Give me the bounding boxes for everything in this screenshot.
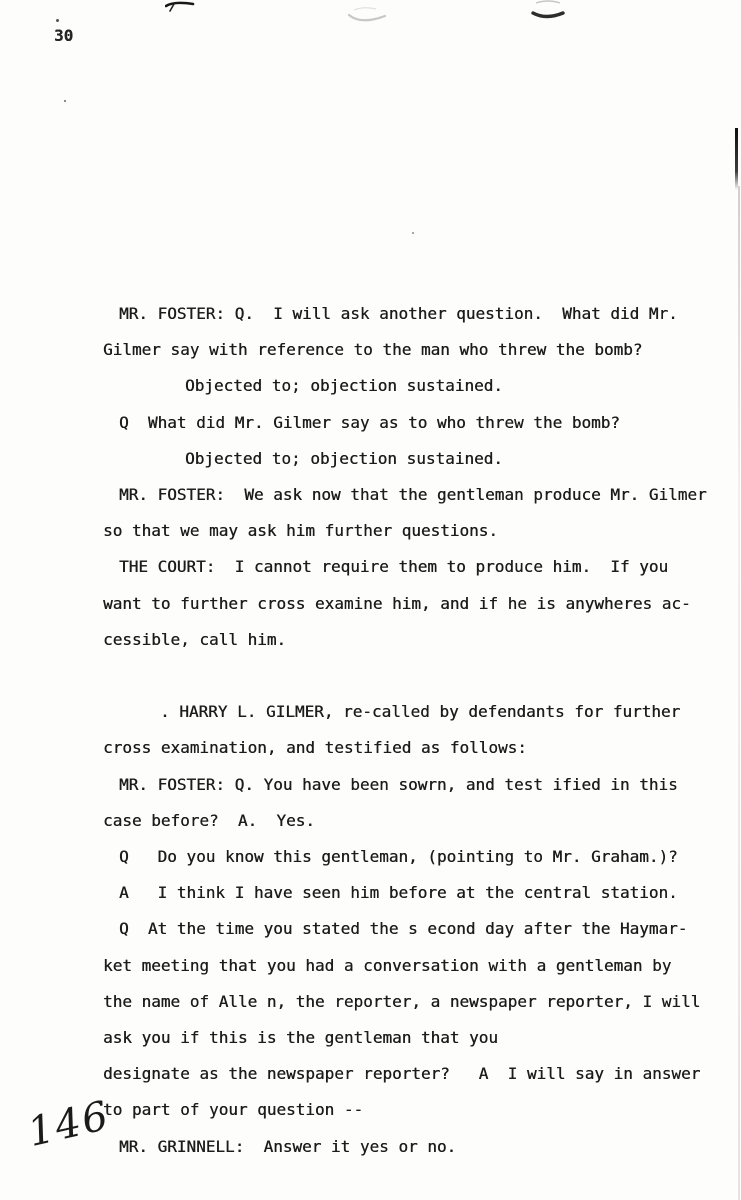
ink-smudge-icon <box>346 4 390 30</box>
typed-page-number: 30 <box>54 26 74 45</box>
transcript-line: Gilmer say with reference to the man who threw the bomb? <box>103 340 643 360</box>
transcript-line: A I think I have seen him before at the central station. <box>119 883 678 903</box>
transcript-line: MR. FOSTER: Q. You have been sowrn, and test ified in this <box>119 774 678 794</box>
transcript-line: ask you if this is the gentleman that you <box>103 1028 498 1048</box>
transcript-line: designate as the newspaper reporter? A I will say in answer <box>103 1064 701 1084</box>
transcript-line: THE COURT: I cannot require them to produce him. If you <box>119 557 669 577</box>
transcript-line: Q Do you know this gentleman, (pointing to Mr. Graham.)? <box>119 847 678 867</box>
transcript-line: cessible, call him. <box>103 629 287 649</box>
binding-edge-line <box>735 128 738 190</box>
ink-smudge-icon <box>529 0 569 22</box>
transcript-line: to part of your question -- <box>103 1100 364 1120</box>
transcript-line: Objected to; objection sustained. <box>185 376 503 396</box>
stray-dot-icon <box>56 19 59 22</box>
transcript-line: ket meeting that you had a conversation with a gentleman by <box>103 955 672 975</box>
transcript-line: case before? A. Yes. <box>103 810 315 830</box>
transcript-line: Q What did Mr. Gilmer say as to who threw the bomb? <box>119 412 620 432</box>
transcript-line: Objected to; objection sustained. <box>185 448 503 468</box>
transcript-line: want to further cross examine him, and if he is anywheres ac- <box>103 593 691 613</box>
pen-stroke-icon <box>165 0 197 14</box>
handwritten-folio-number: 146 <box>23 1092 115 1156</box>
binding-edge-line <box>738 186 740 1200</box>
transcript-line: the name of Alle n, the reporter, a newspaper reporter, I will <box>103 991 701 1011</box>
transcript-line: cross examination, and testified as follows: <box>103 738 527 758</box>
transcript-line: . HARRY L. GILMER, re-called by defendants for further <box>160 702 681 722</box>
transcript-line: MR. GRINNELL: Answer it yes or no. <box>119 1136 457 1156</box>
stray-dot-icon <box>64 100 66 102</box>
transcript-line: MR. FOSTER: We ask now that the gentleman produce Mr. Gilmer <box>119 485 707 505</box>
transcript-line: MR. FOSTER: Q. I will ask another question. What did Mr. <box>119 304 678 323</box>
transcript-line: so that we may ask him further questions. <box>103 521 498 541</box>
stray-dot-icon <box>412 232 414 234</box>
transcript-body <box>103 296 707 1165</box>
transcript-line: Q At the time you stated the s econd day after the Haymar- <box>119 919 688 939</box>
